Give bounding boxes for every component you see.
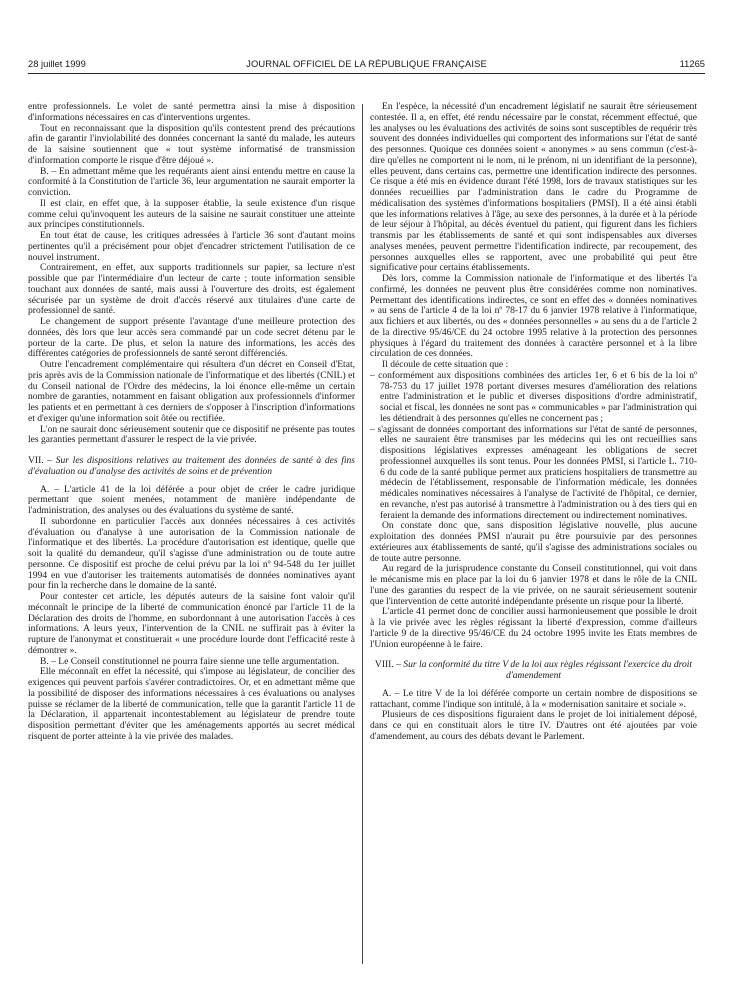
paragraph: Pour contester cet article, les députés auteurs de la saisine font valoir qu'il méconnaît le principe de la liberté de communication énoncé par l'article 11 de la Déclaration des droits de l'homme, en subordonnant à une autorisation l'accès à ces informations. A leurs yeux, l'intervention de la CNIL ne suffirait pas à éviter la rupture de l'anonymat et constituerait « une procédure lourde dont l'efficacité reste à démontrer ». (28, 591, 355, 656)
header-rule (28, 73, 705, 74)
header-journal-title: JOURNAL OFFICIEL DE LA RÉPUBLIQUE FRANÇAISE (246, 58, 487, 69)
paragraph: L'article 41 permet donc de concilier aussi harmonieusement que possible le droit à la vie privée avec les règles régissant la liberté d'expression, comme d'ailleurs l'article 9 de la directive 95/46/CE du 24 octobre 1995 invite les Etats membres de l'Union européenne à le faire. (370, 606, 697, 650)
list-item: – s'agissant de données comportant des informations sur l'état de santé de personnes, elles ne sauraient être transmises par les médecins qui les ont recueillies sans dispositions législatives expresses aménageant les obligations de secret professionnel auxquelles ils sont tenus. Pour les données PMSI, si l'article L. 710-6 du code de la santé publique permet aux praticiens hospitaliers de transmettre au médecin de l'établissement, responsable de l'information médicale, les données médicales nominatives nécessaires à l'analyse de l'activité de l'hôpital, ce dernier, en revanche, n'est pas autorisé à transmettre à l'administration ou à des tiers qui en feraient la demande des informations directement ou indirectement nominatives. (370, 423, 697, 521)
paragraph: Il subordonne en particulier l'accès aux données nécessaires à ces activités d'évaluation ou d'analyse à une autorisation de la Commission nationale de l'informatique et des libertés. La procédure d'autorisation est identique, quelle que soit la qualité du demandeur, qu'il s'agisse d'une administration ou de toute autre personne. Ce dispositif est proche de celui prévu par la loi nº 94-548 du 1er juillet 1994 en vue d'autoriser les traitements automatisés de données nominatives ayant pour fin la recherche dans le domaine de la santé. (28, 515, 355, 592)
paragraph: Dès lors, comme la Commission nationale de l'informatique et des libertés l'a confirmé, les données ne peuvent plus être considérées comme non nominatives. Permettant des identifications indirectes, ce sont en effet des « données nominatives » au sens de l'article 4 de la loi nº 78-17 du 6 janvier 1978 relative à l'informatique, aux fichiers et aux libertés, ou des « données personnelles » au sens du a de l'article 2 de la directive 95/46/CE du 24 octobre 1995 relative à la protection des personnes physiques à l'égard du traitement des données à caractère personnel et à la libre circulation de ces données. (370, 273, 697, 360)
paragraph: En l'espèce, la nécessité d'un encadrement législatif ne saurait être sérieusement contestée. Il a, en effet, été rendu nécessaire par le constat, récemment effectué, que les analyses ou les évaluations des activités de soins sont susceptibles de requérir très souvent des données individuelles qui comportent des informations sur l'état de santé des personnes. Quoique ces données soient « anonymes » au sens commun (c'est-à-dire qu'elles ne comportent ni le nom, ni le prénom, ni un identifiant de la personne), elles peuvent, dans certains cas, permettre une identification indirecte des personnes. Ce risque a été mis en évidence durant l'été 1998, lors de travaux statistiques sur les données recueillies par l'administration dans le cadre du Programme de médicalisation des systèmes d'informations hospitaliers (PMSI). Il a été ainsi établi que les informations relatives à l'âge, au sexe des personnes, à la durée et à la période de leur séjour à l'hôpital, au décès éventuel du patient, qui figurent dans les fichiers transmis par les établissements de santé et qui sont indispensables aux diverses analyses menées, peuvent permettre l'identification indirecte, par recoupement, des personnes auxquelles elles se rapportent, avec une probabilité qui peut être significative pour certains établissements. (370, 101, 697, 274)
header-date: 28 juillet 1999 (28, 58, 86, 69)
paragraph: Contrairement, en effet, aux supports traditionnels sur papier, sa lecture n'est possible que par l'intermédiaire d'un lecteur de carte ; toute information sensible touchant aux données de santé, mais aussi à l'ouverture des droits, est également sécurisée par un système de droit d'accès réservé aux titulaires d'une carte de professionnel de santé. (28, 262, 355, 317)
right-column (370, 102, 697, 743)
paragraph: A. – L'article 41 de la loi déférée a pour objet de créer le cadre juridique permettant que soient menées, notamment de manière indépendante de l'administration, des analyses ou des évaluations du système de santé. (28, 483, 355, 516)
paragraph: On constate donc que, sans disposition législative nouvelle, plus aucune exploitation des données PMSI n'aurait pu être poursuivie par des personnes extérieures aux établissements de santé, qu'il s'agisse des administrations sociales ou de toute autre personne. (370, 520, 697, 564)
paragraph: En tout état de cause, les critiques adressées à l'article 36 sont d'autant moins pertinentes qu'il a précisément pour objet d'encadrer strictement l'utilisation de ce nouvel instrument. (28, 230, 355, 263)
paragraph: Le changement de support présente l'avantage d'une meilleure protection des données, dès lors que leur accès sera commandé par un code secret détenu par le porteur de la carte. De plus, et selon la nature des informations, les accès des différentes catégories de professionnels de santé seront différenciés. (28, 316, 355, 360)
paragraph: A. – Le titre V de la loi déférée comporte un certain nombre de dispositions se rattachant, comme l'indique son intitulé, à la « modernisation sanitaire et sociale ». (370, 687, 697, 710)
left-column (28, 102, 355, 743)
paragraph: L'on ne saurait donc sérieusement soutenir que ce dispositif ne présente pas toutes les garanties permettant d'assurer le respect de la vie privée. (28, 423, 355, 446)
section-number: VIII. – (374, 659, 404, 671)
list-item: – conformément aux dispositions combinées des articles 1er, 6 et 6 bis de la loi nº 78-753 du 17 juillet 1978 portant diverses mesures d'amélioration des relations entre l'administration et le public et diverses dispositions d'ordre administratif, social et fiscal, les données ne sont pas « communicables » par l'administration qui les détiendrait à des personnes qu'elles ne concernent pas ; (370, 369, 697, 424)
paragraph: Il est clair, en effet que, à la supposer établie, la seule existence d'un risque comme celui qu'invoquent les auteurs de la saisine ne saurait constituer une atteinte aux principes constitutionnels. (28, 197, 355, 231)
paragraph: entre professionnels. Le volet de santé permettra ainsi la mise à disposition d'informations nécessaires en cas d'interventions urgentes. (28, 101, 355, 123)
paragraph: B. – En admettant même que les requérants aient ainsi entendu mettre en cause la conformité à la Constitution de l'article 36, leur argumentation ne saurait emporter la conviction. (28, 165, 355, 198)
paragraph: Tout en reconnaissant que la disposition qu'ils contestent prend des précautions afin de garantir l'inviolabilité des données concernant la santé du malade, les auteurs de la saisine soutiennent que « tout système informatisé de transmission d'information comporte le risque d'être déjoué ». (28, 122, 355, 166)
section-heading (28, 456, 355, 478)
paragraph: Outre l'encadrement complémentaire qui résultera d'un décret en Conseil d'Etat, pris après avis de la Commission nationale de l'informatique et des libertés (CNIL) et du Conseil national de l'Ordre des médecins, la loi énonce elle-même un certain nombre de garanties, notamment en faisant obligation aux professionnels d'informer les patients et en permettant à ces derniers de s'opposer à l'inscription d'informations et d'exiger qu'une information soit ôtée ou rectifiée. (28, 359, 355, 424)
header-page-number: 11265 (679, 58, 705, 69)
paragraph: Elle méconnaît en effet la nécessité, qui s'impose au législateur, de concilier des exigences qui peuvent parfois s'avérer contradictoires. Or, et en admettant même que la possibilité de disposer des informations nécessaires à ces évaluations ou analyses puisse se réclamer de la liberté de communication, telle que la garantit l'article 11 de la Déclaration, il appartenait incontestablement au législateur de prendre toute disposition permettant d'éviter que les aménagements apportés au secret médical risquent de porter atteinte à la vie privée des malades. (28, 666, 355, 742)
section-number: VII. – (28, 455, 56, 466)
section-title: Sur la conformité du titre V de la loi aux règles régissant l'exercice du droit d'amendement (403, 659, 693, 681)
paragraph: Au regard de la jurisprudence constante du Conseil constitutionnel, qui voit dans le mécanisme mis en place par la loi du 6 janvier 1978 et dans le rôle de la CNIL l'une des garanties du respect de la vie privée, on ne saurait sérieusement soutenir que l'intervention de cette autorité indépendante présente un risque pour la liberté. (370, 563, 697, 607)
paragraph: Plusieurs de ces dispositions figuraient dans le projet de loi initialement déposé, dans ce qui en constituait alors le titre IV. D'autres ont été ajoutées par voie d'amendement, au cours des débats devant le Parlement. (370, 709, 697, 742)
paragraph: Il découle de cette situation que : (382, 359, 509, 370)
paragraph: B. – Le Conseil constitutionnel ne pourra faire sienne une telle argumentation. (40, 655, 340, 667)
column-divider (362, 104, 363, 964)
section-heading (370, 660, 697, 682)
section-title: Sur les dispositions relatives au traitement des données de santé à des fins d'évaluation ou d'analyse des activités de soins et de prévention (28, 455, 356, 477)
page-header (28, 58, 705, 70)
